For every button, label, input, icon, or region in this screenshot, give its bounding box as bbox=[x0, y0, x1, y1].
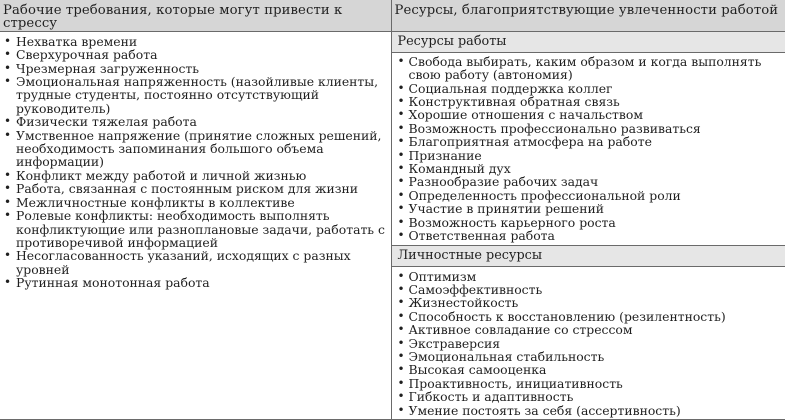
list-item: • Умение постоять за себя (ассертивность) bbox=[392, 404, 785, 417]
list-item: • Конфликт между работой и личной жизнью bbox=[0, 169, 391, 182]
list-item: • Эмоциональная стабильность bbox=[392, 350, 785, 363]
list-item: • Социальная поддержка коллег bbox=[392, 82, 785, 95]
list-item: • Оптимизм bbox=[392, 270, 785, 283]
list-item: • Признание bbox=[392, 149, 785, 162]
list-item: • Способность к восстановлению (резилентность) bbox=[392, 310, 785, 323]
list-item: • Проактивность, инициативность bbox=[392, 377, 785, 390]
list-item: • Гибкость и адаптивность bbox=[392, 390, 785, 403]
list-item: • Ответственная работа bbox=[392, 229, 785, 242]
list-item: • Благоприятная атмосфера на работе bbox=[392, 135, 785, 148]
list-item: • Несогласованность указаний, исходящих с разных уровней bbox=[0, 249, 391, 276]
list-item: • Конструктивная обратная связь bbox=[392, 95, 785, 108]
job-resources-title: Ресурсы работы bbox=[392, 32, 785, 53]
list-item: • Хорошие отношения с начальством bbox=[392, 108, 785, 121]
demands-cell bbox=[0, 31, 391, 419]
list-item: • Сверхурочная работа bbox=[0, 48, 391, 61]
header-demands: Рабочие требования, которые могут привести к стрессу bbox=[0, 0, 391, 31]
demands-list bbox=[0, 35, 391, 290]
list-item: • Межличностные конфликты в коллективе bbox=[0, 196, 391, 209]
list-item: • Эмоциональная напряженность (назойливые клиенты, трудные студенты, постоянно отсутствующий руководитель) bbox=[0, 75, 391, 115]
list-item: • Возможность карьерного роста bbox=[392, 216, 785, 229]
list-item: • Свобода выбирать, каким образом и когда выполнять свою работу (автономия) bbox=[392, 55, 785, 82]
resources-cell bbox=[391, 31, 785, 419]
list-item: • Чрезмерная загруженность bbox=[0, 62, 391, 75]
list-item: • Возможность профессионально развиваться bbox=[392, 122, 785, 135]
list-item: • Командный дух bbox=[392, 162, 785, 175]
list-item: • Рутинная монотонная работа bbox=[0, 276, 391, 289]
list-item: • Участие в принятии решений bbox=[392, 202, 785, 215]
list-item: • Активное совладание со стрессом bbox=[392, 323, 785, 336]
list-item: • Разнообразие рабочих задач bbox=[392, 175, 785, 188]
list-item: • Работа, связанная с постоянным риском для жизни bbox=[0, 182, 391, 195]
header-row bbox=[0, 0, 785, 31]
job-resources-list bbox=[392, 53, 785, 245]
list-item: • Жизнестойкость bbox=[392, 296, 785, 309]
list-item: • Ролевые конфликты: необходимость выполнять конфликтующие или разноплановые задачи, работать с противоречивой информацией bbox=[0, 209, 391, 249]
personal-resources-list bbox=[392, 267, 785, 419]
list-item: • Физически тяжелая работа bbox=[0, 115, 391, 128]
list-item: • Нехватка времени bbox=[0, 35, 391, 48]
list-item: • Экстраверсия bbox=[392, 337, 785, 350]
list-item: • Определенность профессиональной роли bbox=[392, 189, 785, 202]
personal-resources-title: Личностные ресурсы bbox=[392, 245, 785, 267]
body-row bbox=[0, 31, 785, 419]
header-resources: Ресурсы, благоприятствующие увлеченности работой bbox=[391, 0, 785, 31]
list-item: • Умственное напряжение (принятие сложных решений, необходимость запоминания большого объема информации) bbox=[0, 129, 391, 169]
list-item: • Высокая самооценка bbox=[392, 363, 785, 376]
list-item: • Самоэффективность bbox=[392, 283, 785, 296]
